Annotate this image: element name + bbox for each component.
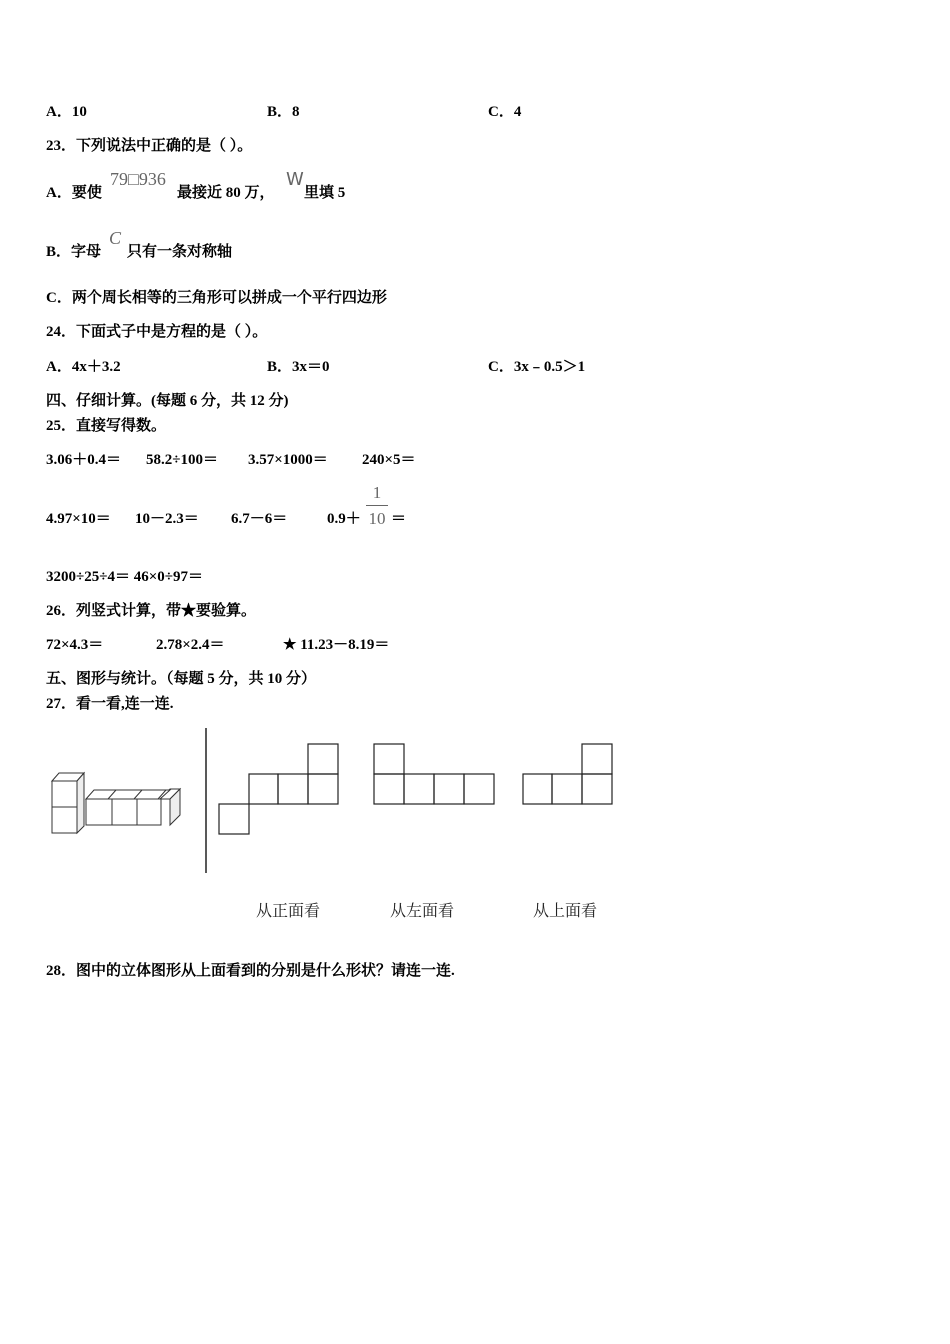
calc-item: 3.57×1000＝ [248, 452, 328, 468]
question-26-stem: 26．列竖式计算，带★要验算。 [46, 603, 257, 619]
vertical-calc-item: 72×4.3＝ [46, 637, 104, 653]
q23-letter-c: C [109, 228, 122, 248]
section-4-heading: 四、仔细计算。(每题 6 分，共 12 分) [46, 393, 289, 409]
fraction-denominator: 10 [368, 509, 386, 528]
fraction-bar [366, 505, 388, 506]
section-5-heading: 五、图形与统计。（每题 5 分，共 10 分） [46, 671, 317, 687]
q23-letter-w: W [286, 169, 304, 190]
q23-number-image: 79□936 [110, 169, 166, 189]
question-24-stem: 24．下面式子中是方程的是（ ）。 [46, 324, 268, 340]
vertical-calc-item: 2.78×2.4＝ [156, 637, 225, 653]
q24-option-a: A．4x＋3.2 [46, 359, 121, 375]
option-a: A．10 [46, 104, 87, 120]
view-shape-1 [218, 743, 340, 835]
option-b: B．8 [267, 104, 300, 120]
question-23-stem: 23．下列说法中正确的是（ ）。 [46, 138, 253, 154]
q23-option-a-middle: 最接近 80 万， [177, 185, 275, 201]
calc-row-3: 3200÷25÷4＝ 46×0÷97＝ [46, 569, 203, 585]
question-27-stem: 27．看一看,连一连. [46, 696, 174, 712]
calc-item: 6.7－6＝ [231, 511, 288, 527]
view-label-top: 从上面看 [533, 901, 598, 920]
view-label-front: 从正面看 [256, 901, 321, 920]
q24-option-c: C．3x﹣0.5＞1 [488, 359, 586, 375]
view-label-left: 从左面看 [390, 901, 455, 920]
fraction-equals: ＝ [391, 511, 407, 527]
calc-item: 3.06＋0.4＝ [46, 452, 122, 468]
cube-solid-figure [44, 768, 186, 840]
fraction-numerator: 1 [372, 483, 382, 502]
q23-option-b-suffix: 只有一条对称轴 [127, 244, 233, 260]
option-c: C．4 [488, 104, 522, 120]
calc-item: 58.2÷100＝ [146, 452, 218, 468]
view-shape-3 [522, 743, 614, 805]
question-28-stem: 28．图中的立体图形从上面看到的分别是什么形状？请连一连. [46, 963, 455, 979]
calc-item: 0.9＋ [327, 511, 361, 527]
q24-option-b: B．3x＝0 [267, 359, 330, 375]
calc-item: 4.97×10＝ [46, 511, 111, 527]
q23-option-c: C．两个周长相等的三角形可以拼成一个平行四边形 [46, 290, 387, 306]
vertical-calc-item: ★ 11.23－8.19＝ [283, 637, 390, 653]
calc-item: 10－2.3＝ [135, 511, 199, 527]
view-shape-2 [373, 743, 496, 805]
q23-option-a-prefix: A．要使 [46, 185, 102, 201]
question-25-stem: 25．直接写得数。 [46, 418, 167, 434]
divider-line [203, 728, 209, 873]
q23-option-b-prefix: B．字母 [46, 244, 102, 260]
q23-option-a-suffix: 里填 5 [304, 185, 346, 201]
calc-item: 240×5＝ [362, 452, 416, 468]
